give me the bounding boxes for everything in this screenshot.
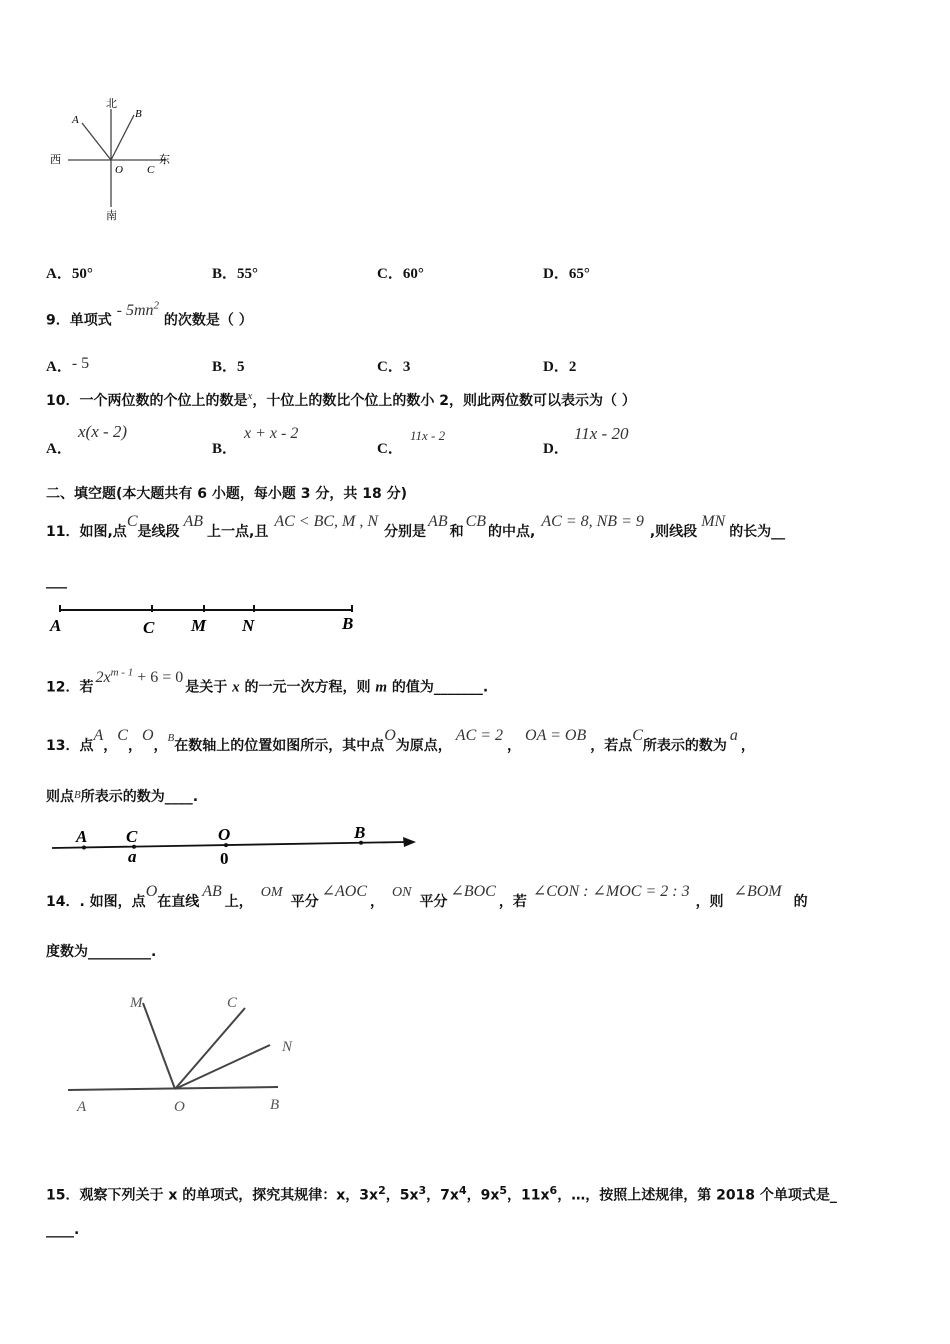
math: C [126, 513, 138, 530]
text: 11．如图,点 [46, 524, 127, 540]
label-south: 南 [106, 210, 117, 222]
option-letter: D． [543, 359, 569, 375]
q12-equation: $2x^{m - 1} + 6 = 0$ [95, 667, 184, 687]
q15-answer-blank[interactable]: ____. [46, 1222, 80, 1238]
text: 分别是 [384, 524, 427, 540]
option-text: 65° [568, 266, 590, 282]
q10-option-d-text: 11x - 20 [574, 424, 629, 443]
text: 所表示的数为____. [80, 789, 199, 805]
text: ， [153, 738, 168, 754]
option-letter: C． [377, 359, 403, 375]
q10-suffix: ，十位上的数比个位上的数小 2，则此两位数可以表示为（ ） [252, 393, 636, 409]
math: O [145, 883, 158, 900]
text: 为原点， [395, 738, 452, 754]
option-letter: B． [212, 266, 238, 282]
text: 的 [793, 894, 808, 910]
text: ，9x [466, 1187, 500, 1204]
math: OA = OB [525, 727, 587, 744]
q13-number-line [44, 822, 434, 868]
axis-arrow [403, 837, 416, 847]
option-letter: C． [377, 441, 403, 457]
q9-option-b[interactable] [212, 355, 245, 376]
label-A: A [72, 114, 79, 126]
exponent: 5 [499, 1184, 508, 1197]
line-AB [68, 1087, 278, 1090]
label-A: A [50, 616, 62, 635]
text: 14．. 如图，点 [46, 894, 146, 910]
label-C: C [147, 164, 155, 176]
text: ，若 [498, 894, 527, 910]
text: ， [103, 738, 118, 754]
text: 和 [449, 524, 464, 540]
label-O: O [115, 164, 123, 176]
exponent: 6 [549, 1184, 558, 1197]
text: ， [127, 738, 142, 754]
math: MN [701, 513, 726, 530]
math: O [141, 727, 154, 744]
label-N: N [282, 1039, 293, 1055]
exponent: 3 [418, 1184, 427, 1197]
q9-expr: - $5mn^2$ [116, 300, 160, 320]
label-north: 北 [106, 98, 117, 110]
q15-stem [46, 1184, 837, 1205]
math: C [117, 727, 128, 744]
math: x [232, 679, 240, 696]
q13-stem [46, 727, 755, 755]
math: ∠BOC [450, 883, 496, 900]
label-N: N [242, 616, 255, 635]
q8-option-a[interactable] [46, 262, 93, 283]
option-letter: A． [46, 441, 72, 457]
text: 则点 [46, 789, 74, 805]
text: ,则线段 [649, 524, 698, 540]
text: 平分 [290, 894, 319, 910]
option-letter: A． [46, 266, 72, 282]
q14-line2: 度数为_________. [46, 944, 157, 960]
exponent: 4 [458, 1184, 467, 1197]
label-B: B [342, 614, 354, 633]
q11-segment-figure [44, 600, 364, 640]
text: 的一元一次方程，则 [244, 679, 371, 696]
option-letter: B． [212, 359, 238, 375]
option-letter: B． [212, 441, 238, 457]
math: AB [428, 513, 448, 530]
option-letter: D． [543, 266, 569, 282]
math: ∠CON : ∠MOC = 2 : 3 [532, 883, 690, 900]
math: AC < BC, M , N [274, 513, 379, 530]
text: 平分 [419, 894, 448, 910]
math: OM [260, 885, 283, 900]
math: ON [391, 885, 412, 900]
math: CB [465, 513, 487, 530]
label-B: B [135, 108, 142, 120]
q11-stem [46, 513, 786, 541]
label-C: C [126, 827, 138, 846]
label-C: C [227, 995, 238, 1011]
text: 在数轴上的位置如图所示，其中点 [174, 738, 385, 754]
q9-option-c[interactable] [377, 355, 410, 376]
q12-stem [46, 667, 489, 696]
text: ， [369, 894, 384, 910]
math: AB [202, 883, 222, 900]
q10-stem [46, 390, 636, 410]
exponent: 2 [378, 1184, 386, 1197]
option-text: 5 [237, 359, 245, 375]
text: ，若点 [590, 738, 633, 754]
ray-OM [143, 1003, 175, 1089]
q11-answer-blank[interactable]: ___ [46, 573, 67, 589]
q10-option-c-text: 11x - 2 [410, 428, 446, 443]
q10-option-b-text: x + x - 2 [244, 425, 299, 442]
math: O [384, 727, 396, 744]
ray-OA [82, 123, 111, 160]
q10-prefix: 10．一个两位数的个位上的数是 [46, 393, 248, 409]
label-a: a [128, 847, 137, 866]
text: 上， [224, 894, 253, 910]
ray-OB [111, 115, 134, 160]
q9-suffix: 的次数是（ ） [163, 312, 253, 329]
section-heading: 二、填空题(本大题共有 6 小题，每小题 3 分，共 18 分) [46, 486, 408, 502]
text: 是关于 [185, 679, 228, 696]
label-O: O [174, 1099, 185, 1115]
q9-stem [46, 300, 253, 329]
q8-option-d[interactable] [543, 262, 590, 283]
ray-ON [175, 1045, 270, 1089]
option-letter: C． [377, 266, 403, 282]
math: B [167, 732, 175, 744]
text: 在直线 [157, 894, 200, 910]
option-text: 50° [71, 266, 93, 282]
label-A: A [76, 827, 88, 846]
text: ，11x [507, 1187, 550, 1204]
q8-option-c[interactable] [377, 262, 424, 283]
label-zero: 0 [220, 849, 229, 868]
text: 上一点,且 [207, 524, 269, 540]
text: 所表示的数为 [642, 738, 727, 754]
text: ，7x [426, 1187, 459, 1204]
q14-stem [46, 883, 808, 911]
q10-option-d[interactable] [543, 437, 569, 458]
label-east: 东 [159, 154, 170, 166]
text: 15．观察下列关于 x 的单项式，探究其规律：x，3x [46, 1187, 379, 1204]
ray-OC [175, 1008, 245, 1089]
text: ，则 [695, 894, 724, 910]
option-text: 2 [568, 359, 577, 375]
text: ，…，按照上述规律，第 2018 个单项式是_ [557, 1187, 837, 1204]
text: 的中点, [488, 524, 536, 540]
label-B: B [270, 1097, 280, 1113]
label-C: C [143, 618, 155, 637]
text: 的值为_______. [391, 679, 489, 696]
text: 12．若 [46, 679, 94, 696]
q13-line2 [46, 786, 198, 806]
text: ，5x [385, 1187, 419, 1204]
math: C [632, 727, 643, 744]
q10-var-x: x [247, 390, 253, 402]
label-west: 西 [50, 154, 61, 166]
math: AC = 2 [455, 727, 504, 744]
math: ∠AOC [321, 883, 367, 900]
text: 13．点 [46, 738, 94, 754]
option-text: 55° [237, 266, 259, 282]
q10-option-c[interactable] [377, 437, 403, 458]
label-A: A [77, 1099, 87, 1115]
math: A [93, 727, 104, 744]
label-O: O [218, 825, 231, 844]
text: 是线段 [137, 524, 180, 540]
option-letter: A． [46, 359, 72, 375]
q10-option-b[interactable] [212, 437, 237, 458]
math: a [729, 727, 738, 744]
q10-option-a-text: x(x - 2) [78, 422, 128, 441]
option-text: - 5 [71, 355, 90, 372]
text: ， [740, 738, 755, 754]
q9-option-d[interactable] [543, 355, 576, 376]
q9-option-a[interactable] [46, 355, 89, 376]
point-A [82, 846, 86, 850]
option-text: 3 [402, 359, 411, 375]
q10-option-a[interactable] [46, 437, 72, 458]
text: 的长为__ [729, 524, 786, 540]
option-letter: D． [543, 441, 569, 457]
math: m [375, 679, 388, 696]
compass-figure [44, 95, 184, 225]
label-M: M [191, 616, 207, 635]
q8-option-b[interactable] [212, 262, 258, 283]
label-M: M [130, 995, 143, 1011]
math: AB [183, 513, 204, 530]
text: ， [507, 738, 522, 754]
label-B: B [354, 823, 366, 842]
q14-angle-figure [60, 985, 310, 1120]
q9-prefix: 9．单项式 [46, 312, 112, 329]
option-text: 60° [402, 266, 424, 282]
math: B [74, 789, 81, 801]
math: ∠BOM [733, 883, 782, 900]
math: AC = 8, NB = 9 [541, 513, 644, 530]
